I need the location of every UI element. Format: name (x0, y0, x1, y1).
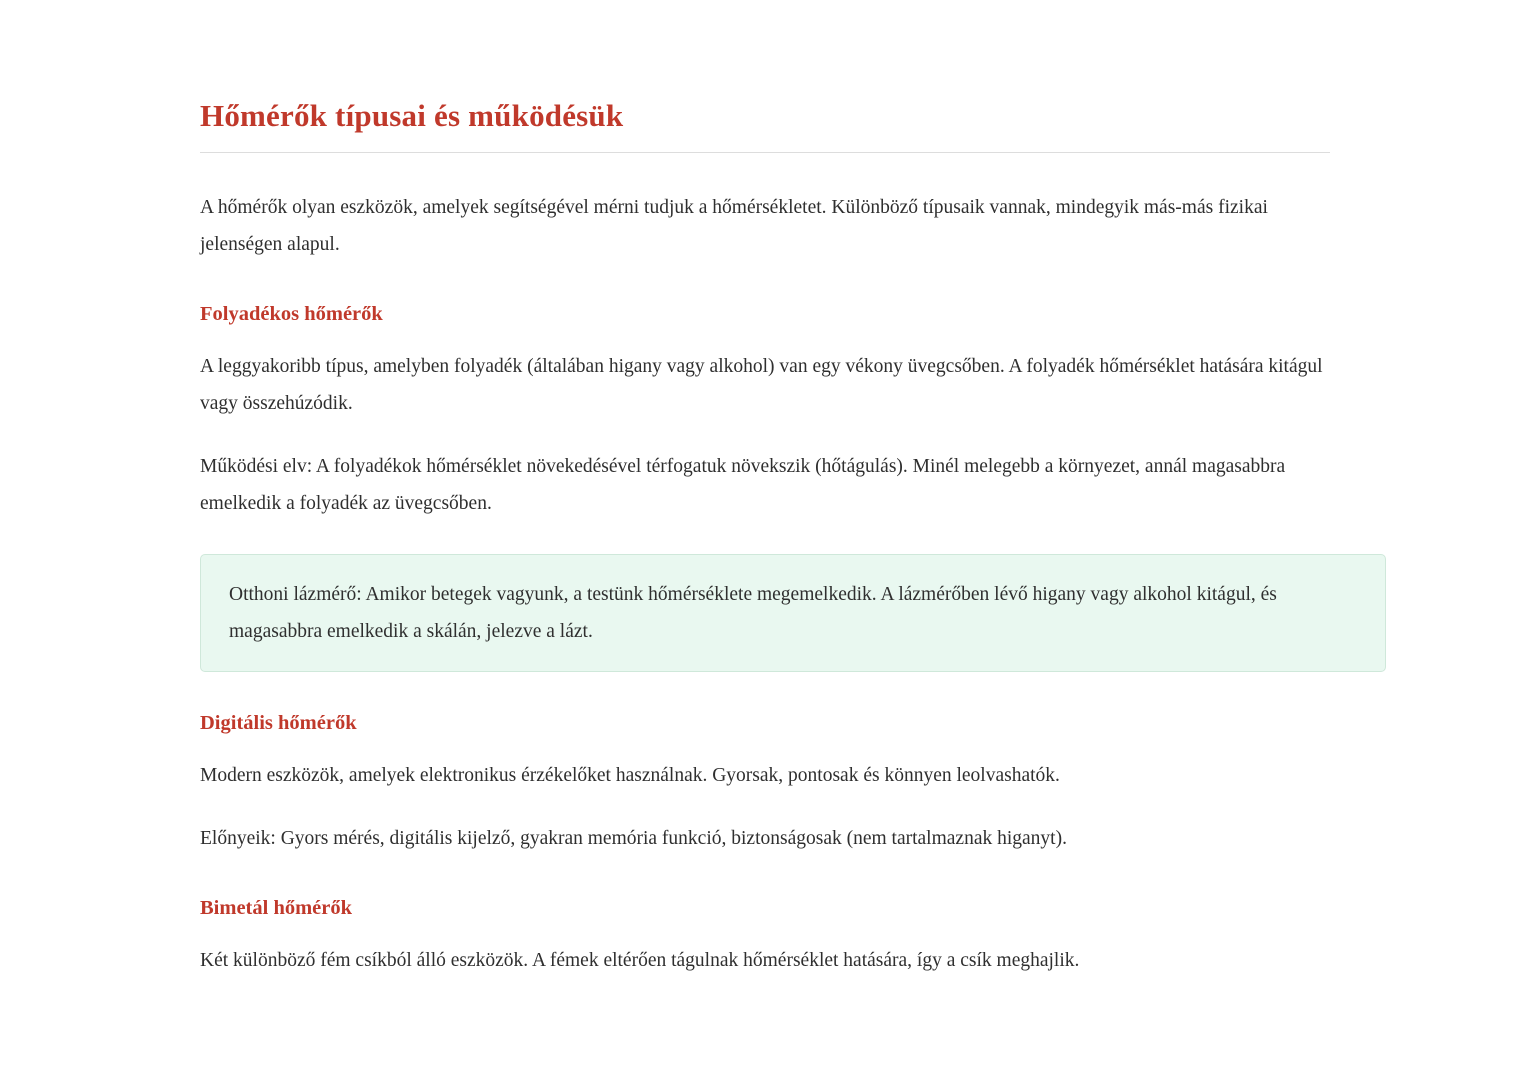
section-bimetal-thermometers (200, 897, 1330, 979)
paragraph: Két különböző fém csíkból álló eszközök. A fémek eltérően tágulnak hőmérséklet hatására, így a csík meghajlik. (200, 950, 1080, 971)
section-heading-digital: Digitális hőmérők (200, 712, 357, 734)
paragraph: Működési elv: A folyadékok hőmérséklet növekedésével térfogatuk növekszik (hőtágulás). Minél melegebb a környezet, annál magasabbra emelkedik a folyadék az üvegcsőben. (200, 456, 1286, 514)
example-callout (200, 554, 1386, 672)
document-page (200, 0, 1330, 979)
intro-paragraph: A hőmérők olyan eszközök, amelyek segítségével mérni tudjuk a hőmérsékletet. Különböző típusaik vannak, mindegyik más-más fizikai jelenségen alapul. (200, 197, 1268, 255)
callout-text: Otthoni lázmérő: Amikor betegek vagyunk, a testünk hőmérséklete megemelkedik. A lázmérőben lévő higany vagy alkohol kitágul, és magasabbra emelkedik a skálán, jelezve a lázt. (229, 584, 1277, 642)
section-heading-bimetal: Bimetál hőmérők (200, 897, 353, 919)
paragraph: Előnyeik: Gyors mérés, digitális kijelző, gyakran memória funkció, biztonságosak (nem tartalmaznak higanyt). (200, 828, 1067, 849)
title-divider (200, 152, 1330, 153)
paragraph: Modern eszközök, amelyek elektronikus érzékelőket használnak. Gyorsak, pontosak és könnyen leolvashatók. (200, 765, 1060, 786)
section-digital-thermometers (200, 712, 1330, 857)
section-heading-liquid: Folyadékos hőmérők (200, 303, 383, 325)
paragraph: A leggyakoribb típus, amelyben folyadék (általában higany vagy alkohol) van egy vékony üvegcsőben. A folyadék hőmérséklet hatására kitágul vagy összehúzódik. (200, 356, 1323, 414)
section-liquid-thermometers (200, 303, 1330, 672)
page-title: Hőmérők típusai és működésük (200, 98, 624, 133)
